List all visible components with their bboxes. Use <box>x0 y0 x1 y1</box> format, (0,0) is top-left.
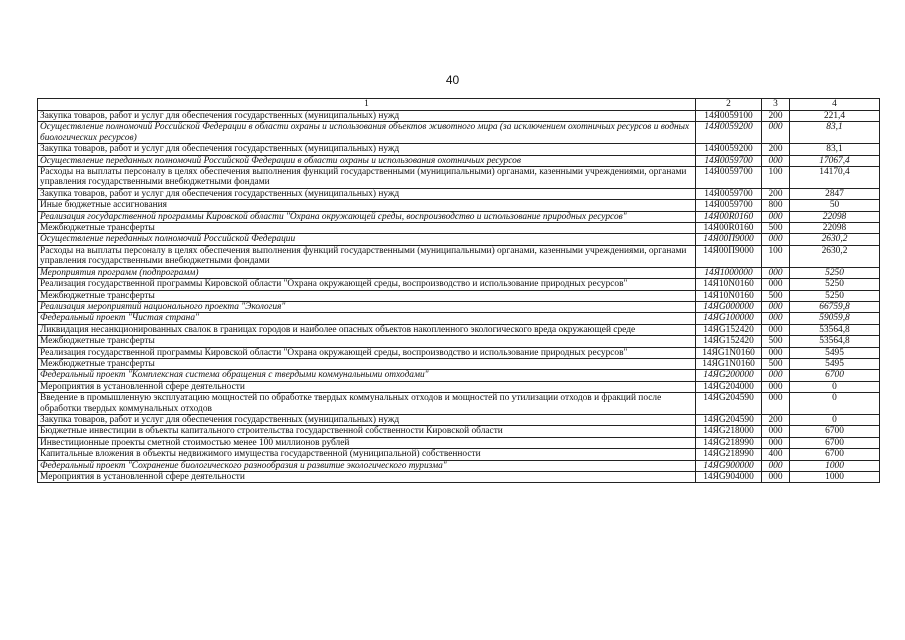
row-code: 14ЯG000000 <box>696 301 762 312</box>
row-name: Инвестиционные проекты сметной стоимостью менее 100 миллионов рублей <box>38 437 696 448</box>
row-name: Федеральный проект "Сохранение биологического разнообразия и развитие экологического туризма" <box>38 460 696 471</box>
budget-table <box>37 98 880 483</box>
row-name: Введение в промышленную эксплуатацию мощностей по обработке твердых коммунальных отходов и мощностей по утилизации отходов и фракций после обработки твердых коммунальных отходов <box>38 393 696 415</box>
row-code: 14ЯG200000 <box>696 370 762 381</box>
row-name: Реализация государственной программы Кировской области "Охрана окружающей среды, воспроизводство и использование природных ресурсов" <box>38 347 696 358</box>
table-row <box>38 122 880 144</box>
table-row <box>38 290 880 301</box>
table-row <box>38 414 880 425</box>
row-name: Мероприятия программ (подпрограмм) <box>38 267 696 278</box>
row-type: 000 <box>762 381 790 392</box>
row-type: 000 <box>762 155 790 166</box>
row-type: 400 <box>762 449 790 460</box>
row-name: Закупка товаров, работ и услуг для обеспечения государственных (муниципальных) нужд <box>38 188 696 199</box>
table-row <box>38 234 880 245</box>
column-header-name: 1 <box>38 99 696 111</box>
table-header-row <box>38 99 880 111</box>
row-code: 14Я0059700 <box>696 155 762 166</box>
row-amount: 83,1 <box>790 144 880 155</box>
row-amount: 6700 <box>790 449 880 460</box>
row-type: 000 <box>762 313 790 324</box>
row-type: 200 <box>762 188 790 199</box>
row-type: 000 <box>762 122 790 144</box>
row-code: 14ЯG1N0160 <box>696 358 762 369</box>
row-amount: 5250 <box>790 290 880 301</box>
row-type: 000 <box>762 347 790 358</box>
table-row <box>38 155 880 166</box>
row-code: 14ЯG1N0160 <box>696 347 762 358</box>
row-type: 000 <box>762 472 790 483</box>
row-type: 500 <box>762 358 790 369</box>
row-type: 500 <box>762 290 790 301</box>
table-row <box>38 472 880 483</box>
column-header-code: 2 <box>696 99 762 111</box>
row-name: Мероприятия в установленной сфере деятельности <box>38 472 696 483</box>
row-code: 14ЯG152420 <box>696 324 762 335</box>
table-row <box>38 267 880 278</box>
row-code: 14Я0059700 <box>696 200 762 211</box>
row-type: 000 <box>762 393 790 415</box>
row-type: 000 <box>762 301 790 312</box>
row-amount: 1000 <box>790 472 880 483</box>
table-row <box>38 313 880 324</box>
row-code: 14Я1000000 <box>696 267 762 278</box>
row-code: 14ЯG218990 <box>696 437 762 448</box>
row-amount: 5250 <box>790 279 880 290</box>
row-amount: 0 <box>790 414 880 425</box>
row-code: 14ЯG204590 <box>696 393 762 415</box>
row-name: Осуществление полномочий Российской Федерации в области охраны и использования объектов животного мира (за исключением охотничьих ресурсов и водных биологических ресурсов) <box>38 122 696 144</box>
row-amount: 2630,2 <box>790 234 880 245</box>
row-name: Расходы на выплаты персоналу в целях обеспечения выполнения функций государственными (муниципальными) органами, казенными учреждениями, органами управления государственными внебюджетными фондами <box>38 245 696 267</box>
table-row <box>38 381 880 392</box>
row-amount: 22098 <box>790 223 880 234</box>
table-row <box>38 211 880 222</box>
row-name: Осуществление переданных полномочий Российской Федерации <box>38 234 696 245</box>
row-code: 14Я0059200 <box>696 122 762 144</box>
row-type: 000 <box>762 211 790 222</box>
row-amount: 2847 <box>790 188 880 199</box>
table-row <box>38 336 880 347</box>
table-row <box>38 167 880 189</box>
row-type: 000 <box>762 234 790 245</box>
row-amount: 66759,8 <box>790 301 880 312</box>
row-amount: 22098 <box>790 211 880 222</box>
row-name: Межбюджетные трансферты <box>38 358 696 369</box>
table-row <box>38 200 880 211</box>
row-name: Реализация государственной программы Кировской области "Охрана окружающей среды, воспроизводство и использование природных ресурсов" <box>38 279 696 290</box>
row-type: 200 <box>762 144 790 155</box>
row-name: Межбюджетные трансферты <box>38 290 696 301</box>
row-amount: 6700 <box>790 370 880 381</box>
row-amount: 53564,8 <box>790 336 880 347</box>
table-row <box>38 223 880 234</box>
table-row <box>38 144 880 155</box>
row-type: 000 <box>762 426 790 437</box>
row-code: 14Я0059700 <box>696 188 762 199</box>
row-name: Ликвидация несанкционированных свалок в границах городов и наиболее опасных объектов накопленного экологического вреда окружающей среде <box>38 324 696 335</box>
row-code: 14Я0059200 <box>696 144 762 155</box>
table-row <box>38 393 880 415</box>
row-type: 500 <box>762 223 790 234</box>
row-type: 000 <box>762 279 790 290</box>
row-name: Осуществление переданных полномочий Российской Федерации в области охраны и использования охотничьих ресурсов <box>38 155 696 166</box>
table-row <box>38 460 880 471</box>
row-amount: 2630,2 <box>790 245 880 267</box>
row-code: 14Я00П9000 <box>696 245 762 267</box>
row-name: Закупка товаров, работ и услуг для обеспечения государственных (муниципальных) нужд <box>38 144 696 155</box>
table-row <box>38 245 880 267</box>
row-amount: 0 <box>790 393 880 415</box>
row-code: 14ЯG218990 <box>696 449 762 460</box>
row-code: 14ЯG152420 <box>696 336 762 347</box>
row-code: 14Я10N0160 <box>696 279 762 290</box>
row-amount: 14170,4 <box>790 167 880 189</box>
row-name: Мероприятия в установленной сфере деятельности <box>38 381 696 392</box>
row-name: Реализация государственной программы Кировской области "Охрана окружающей среды, воспроизводство и использование природных ресурсов" <box>38 211 696 222</box>
table-row <box>38 188 880 199</box>
row-code: 14Я00R0160 <box>696 223 762 234</box>
row-name: Реализация мероприятий национального проекта "Экология" <box>38 301 696 312</box>
row-amount: 17067,4 <box>790 155 880 166</box>
row-code: 14Я00R0160 <box>696 211 762 222</box>
row-type: 500 <box>762 336 790 347</box>
table-row <box>38 370 880 381</box>
row-code: 14ЯG218000 <box>696 426 762 437</box>
row-name: Федеральный проект "Чистая страна" <box>38 313 696 324</box>
row-amount: 50 <box>790 200 880 211</box>
column-header-amount: 4 <box>790 99 880 111</box>
table-body <box>38 111 880 483</box>
row-name: Иные бюджетные ассигнования <box>38 200 696 211</box>
table-row <box>38 279 880 290</box>
row-amount: 1000 <box>790 460 880 471</box>
row-code: 14ЯG204590 <box>696 414 762 425</box>
row-type: 000 <box>762 267 790 278</box>
row-type: 000 <box>762 437 790 448</box>
row-amount: 5250 <box>790 267 880 278</box>
row-code: 14Я10N0160 <box>696 290 762 301</box>
row-type: 000 <box>762 324 790 335</box>
row-name: Межбюджетные трансферты <box>38 223 696 234</box>
table-row <box>38 111 880 122</box>
table-row <box>38 301 880 312</box>
row-type: 200 <box>762 414 790 425</box>
row-type: 800 <box>762 200 790 211</box>
row-code: 14Я0059700 <box>696 167 762 189</box>
row-name: Федеральный проект "Комплексная система обращения с твердыми коммунальными отходами" <box>38 370 696 381</box>
row-type: 000 <box>762 460 790 471</box>
row-amount: 6700 <box>790 426 880 437</box>
row-name: Капитальные вложения в объекты недвижимого имущества государственной (муниципальной) собственности <box>38 449 696 460</box>
row-amount: 59059,8 <box>790 313 880 324</box>
row-amount: 83,1 <box>790 122 880 144</box>
row-name: Закупка товаров, работ и услуг для обеспечения государственных (муниципальных) нужд <box>38 414 696 425</box>
row-type: 100 <box>762 245 790 267</box>
row-amount: 6700 <box>790 437 880 448</box>
row-code: 14Я00П9000 <box>696 234 762 245</box>
row-name: Расходы на выплаты персоналу в целях обеспечения выполнения функций государственными (муниципальными) органами, казенными учреждениями, органами управления государственными внебюджетными фондами <box>38 167 696 189</box>
row-type: 100 <box>762 167 790 189</box>
row-code: 14Я0059100 <box>696 111 762 122</box>
row-type: 000 <box>762 370 790 381</box>
row-code: 14ЯG204000 <box>696 381 762 392</box>
table-row <box>38 324 880 335</box>
table-row <box>38 426 880 437</box>
column-header-type: 3 <box>762 99 790 111</box>
row-code: 14ЯG900000 <box>696 460 762 471</box>
row-amount: 221,4 <box>790 111 880 122</box>
row-amount: 0 <box>790 381 880 392</box>
row-code: 14ЯG904000 <box>696 472 762 483</box>
row-name: Бюджетные инвестиции в объекты капитального строительства государственной собственности Кировской области <box>38 426 696 437</box>
row-name: Закупка товаров, работ и услуг для обеспечения государственных (муниципальных) нужд <box>38 111 696 122</box>
table-row <box>38 449 880 460</box>
table-row <box>38 437 880 448</box>
page-number: 40 <box>445 73 460 87</box>
row-amount: 5495 <box>790 347 880 358</box>
row-type: 200 <box>762 111 790 122</box>
row-amount: 53564,8 <box>790 324 880 335</box>
row-code: 14ЯG100000 <box>696 313 762 324</box>
row-amount: 5495 <box>790 358 880 369</box>
table-row <box>38 358 880 369</box>
table-row <box>38 347 880 358</box>
row-name: Межбюджетные трансферты <box>38 336 696 347</box>
